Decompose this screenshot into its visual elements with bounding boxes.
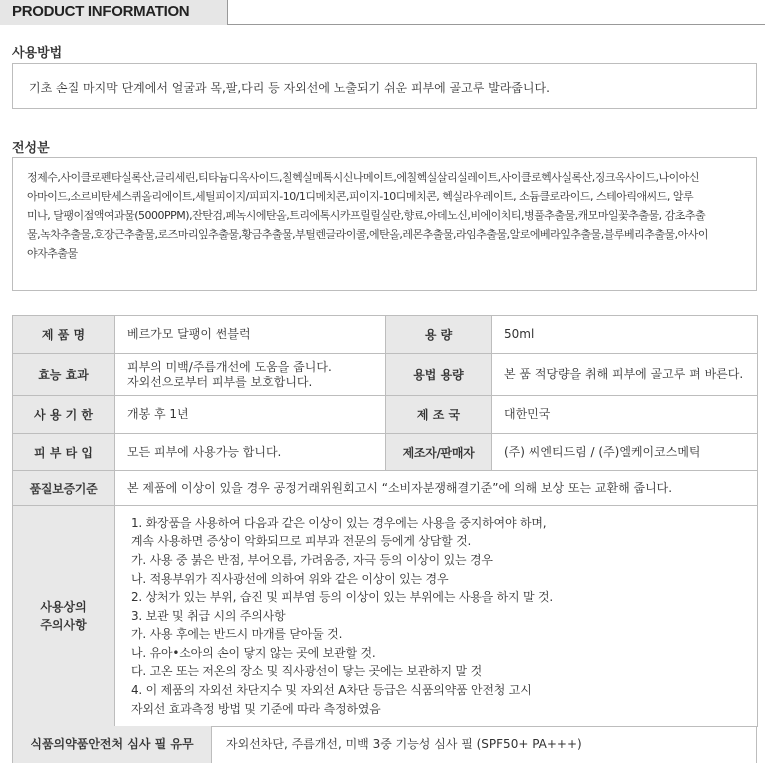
caution-line: 4. 이 제품의 자외선 차단지수 및 자외선 A차단 등급은 식품의약품 안전청 고시 <box>131 683 532 698</box>
section-header-bar <box>0 0 765 25</box>
efficacy-label: 효능 효과 <box>13 354 115 396</box>
table-row <box>13 434 758 471</box>
efficacy-line: 자외선으로부터 피부를 보호합니다. <box>127 374 313 389</box>
expiry-value: 개봉 후 1년 <box>115 396 386 434</box>
table-row <box>13 316 758 354</box>
warranty-value: 본 제품에 이상이 있을 경우 공정거래위원회고시 “소비자분쟁해결기준”에 의해 보상 또는 교환해 줍니다. <box>115 471 758 506</box>
caution-line: 3. 보관 및 취급 시의 주의사항 <box>131 608 286 623</box>
caution-line: 다. 고온 또는 저온의 장소 및 직사광선이 닿는 곳에는 보관하지 말 것 <box>131 664 482 679</box>
table-row <box>13 471 758 506</box>
cautions-label-line: 주의사항 <box>40 618 87 632</box>
cautions-label-line: 사용상의 <box>40 600 87 614</box>
caution-line: 가. 사용 후에는 반드시 마개를 닫아둘 것. <box>131 627 343 642</box>
efficacy-value <box>115 354 386 396</box>
caution-line: 나. 유아•소아의 손이 닿지 않는 곳에 보관할 것. <box>131 645 376 660</box>
warranty-label: 품질보증기준 <box>13 471 115 506</box>
ingredients-line: 야자추출물 <box>27 247 78 260</box>
table-row <box>13 506 758 727</box>
product-name-label: 제 품 명 <box>13 316 115 354</box>
usage-box <box>12 63 757 109</box>
country-value: 대한민국 <box>492 396 758 434</box>
skin-type-label: 피 부 타 입 <box>13 434 115 471</box>
caution-line: 나. 적용부위가 직사광선에 의하여 위와 같은 이상이 있는 경우 <box>131 571 449 586</box>
capacity-label: 용 량 <box>386 316 492 354</box>
ingredients-line: 정제수,사이클로펜타실록산,글리세린,티타늄디옥사이드,칠헥실메톡시신나메이트,에칠헥실살리실레이트,사이클로헥사실록산,징크옥사이드,나이아신 <box>27 171 700 184</box>
cautions-list <box>115 506 758 727</box>
product-name-value: 베르가모 달팽이 썬블럭 <box>115 316 386 354</box>
page-title: PRODUCT INFORMATION <box>12 3 190 20</box>
review-row <box>12 726 757 763</box>
ingredients-line: 물,녹차추출물,호장근추출물,로즈마리잎추출물,황금추출물,부틸렌글라이콜,에탄올,레몬추출물,라임추출물,알로에베라잎추출물,블루베리추출물,아사이 <box>27 228 709 241</box>
ingredients-heading: 전성분 <box>12 141 50 156</box>
usage-text: 기초 손질 마지막 단계에서 얼굴과 목,팔,다리 등 자외선에 노출되기 쉬운 피부에 골고루 발라줍니다. <box>29 81 550 95</box>
review-label: 식품의약품안전처 심사 필 유무 <box>13 726 212 763</box>
cautions-label <box>13 506 115 727</box>
review-value: 자외선차단, 주름개선, 미백 3중 기능성 심사 필 (SPF50+ PA+++) <box>226 737 582 751</box>
efficacy-line: 피부의 미백/주름개선에 도움을 줍니다. <box>127 359 332 374</box>
section-header-tab <box>0 0 228 25</box>
table-row <box>13 396 758 434</box>
caution-line: 1. 화장품을 사용하여 다음과 같은 이상이 있는 경우에는 사용을 중지하여야 하며, <box>131 515 547 530</box>
maker-value: (주) 씨엔티드림 / (주)엘케이코스메틱 <box>492 434 758 471</box>
table-row <box>13 354 758 396</box>
caution-line: 2. 상처가 있는 부위, 습진 및 피부염 등의 이상이 있는 부위에는 사용을 하지 말 것. <box>131 590 554 605</box>
ingredients-text <box>27 168 745 263</box>
maker-label: 제조자/판매자 <box>386 434 492 471</box>
caution-line: 가. 사용 중 붉은 반점, 부어오름, 가려움증, 자극 등의 이상이 있는 경우 <box>131 552 493 567</box>
capacity-value: 50ml <box>492 316 758 354</box>
dosage-label: 용법 용량 <box>386 354 492 396</box>
caution-line: 자외선 효과측정 방법 및 기준에 따라 측정하였음 <box>131 701 381 716</box>
expiry-label: 사 용 기 한 <box>13 396 115 434</box>
usage-heading: 사용방법 <box>12 46 63 61</box>
dosage-value: 본 품 적당량을 취해 피부에 골고루 펴 바른다. <box>492 354 758 396</box>
ingredients-line: 아마이드,소르비탄세스퀴올리에이트,세틸피이지/피피지-10/1디메치콘,피이지-10디메치콘, 헥실라우레이트, 소듐클로라이드, 스테아릭애씨드, 알루 <box>27 190 694 203</box>
ingredients-box <box>12 157 757 291</box>
skin-type-value: 모든 피부에 사용가능 합니다. <box>115 434 386 471</box>
country-label: 제 조 국 <box>386 396 492 434</box>
product-info-table <box>12 315 758 727</box>
ingredients-line: 미나, 달팽이점액여과물(5000PPM),잔탄검,페녹시에탄올,트리에톡시카프릴릴실란,향료,아데노신,비에이치티,병풀추출물,캐모마일꽃추출물, 감초추출 <box>27 209 706 222</box>
caution-line: 계속 사용하면 증상이 악화되므로 피부과 전문의 등에게 상담할 것. <box>131 534 472 549</box>
